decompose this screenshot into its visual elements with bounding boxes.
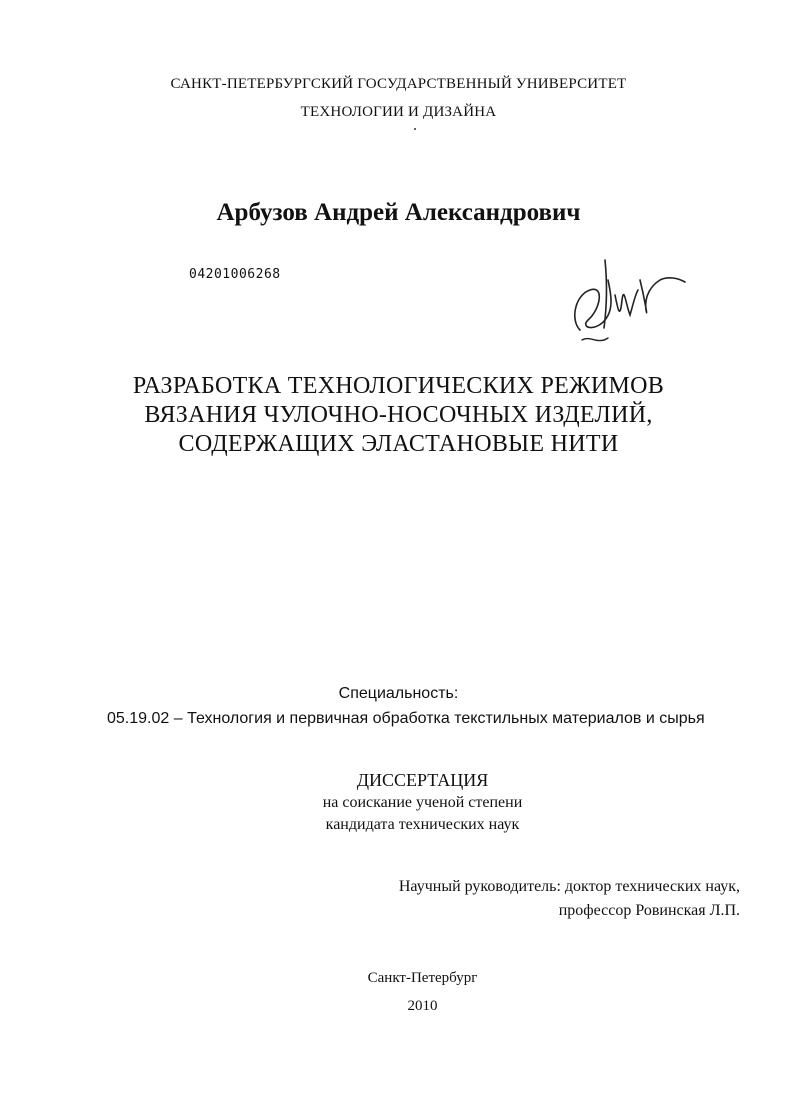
university-header — [0, 70, 797, 126]
degree-line1: на соискание ученой степени — [322, 794, 523, 811]
dissertation-label: ДИССЕРТАЦИЯ — [356, 770, 489, 790]
advisor-block — [330, 875, 740, 923]
author-name: Арбузов Андрей Александрович — [216, 199, 581, 226]
title-line1: РАЗРАБОТКА ТЕХНОЛОГИЧЕСКИХ РЕЖИМОВ — [132, 373, 665, 399]
university-name-line2: ТЕХНОЛОГИИ И ДИЗАЙНА — [300, 104, 497, 120]
specialty-label: Специальность: — [338, 685, 459, 702]
title-line2: ВЯЗАНИЯ ЧУЛОЧНО-НОСОЧНЫХ ИЗДЕЛИЙ, — [144, 402, 653, 428]
degree-line2: кандидата технических наук — [325, 816, 520, 833]
scan-dot — [414, 128, 416, 130]
specialty-text: 05.19.02 – Технология и первичная обработка текстильных материалов и сырья — [107, 710, 705, 727]
city: Санкт-Петербург — [367, 970, 478, 986]
title-line3: СОДЕРЖАЩИХ ЭЛАСТАНОВЫЕ НИТИ — [178, 431, 619, 457]
dissertation-title — [0, 372, 797, 459]
advisor-line2: профессор Ровинская Л.П. — [558, 902, 740, 919]
year: 2010 — [407, 998, 438, 1014]
advisor-line1: Научный руководитель: доктор технических наук, — [398, 878, 740, 895]
university-name-line1: САНКТ-ПЕТЕРБУРГСКИЙ ГОСУДАРСТВЕННЫЙ УНИВЕРСИТЕТ — [170, 76, 627, 92]
signature-image — [560, 250, 700, 350]
dissertation-block — [0, 768, 797, 836]
document-code: 04201006268 — [189, 267, 281, 282]
